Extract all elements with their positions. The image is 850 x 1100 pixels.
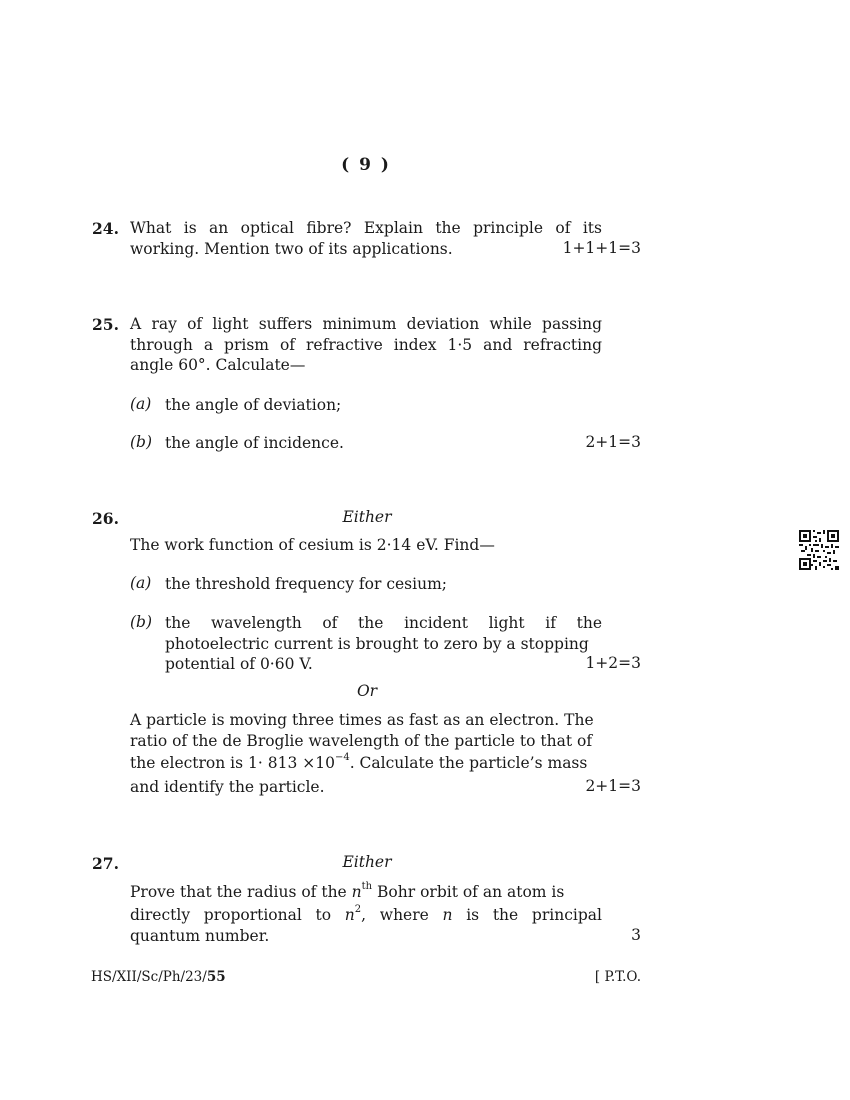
pto-label: [ P.T.O.: [594, 969, 641, 985]
question-25-a-text: the angle of deviation;: [165, 396, 342, 414]
question-26-b-line-3: potential of 0·60 V.: [165, 655, 313, 673]
question-26-b-line-2: photoelectric current is brought to zero by a stopping: [165, 635, 589, 653]
question-26-a-label: (a): [130, 574, 152, 592]
question-26-either-marks: 1+2=3: [585, 654, 641, 672]
question-27-marks: 3: [631, 926, 641, 944]
question-25-line-1: A ray of light suffers minimum deviation while passing: [130, 315, 602, 333]
page-number: ( 9 ): [341, 155, 391, 175]
question-25-number: 25.: [92, 315, 119, 334]
qr-code-icon: [799, 530, 839, 570]
question-27-either: Either: [342, 853, 392, 871]
question-26-or-line-1: A particle is moving three times as fast as an electron. The: [130, 711, 594, 729]
question-25-marks: 2+1=3: [585, 433, 641, 451]
question-26-b-label: (b): [130, 613, 153, 631]
question-25-b-text: the angle of incidence.: [165, 434, 344, 452]
question-25-line-3: angle 60°. Calculate—: [130, 356, 306, 374]
question-26-or-line-4: and identify the particle.: [130, 778, 325, 796]
question-25-line-2: through a prism of refractive index 1·5 and refracting: [130, 336, 602, 354]
question-26-b-line-1: the wavelength of the incident light if the: [165, 614, 602, 632]
question-26-intro: The work function of cesium is 2·14 eV. Find—: [130, 536, 495, 554]
question-26-or-line-3: the electron is $1\cdot 813 \times 10^{-4}$. Calculate the particle’s mass: [130, 752, 588, 772]
question-26-either: Either: [342, 508, 392, 526]
question-25-b-label: (b): [130, 433, 153, 451]
question-24-line-2: working. Mention two of its applications.: [130, 240, 453, 258]
question-26-a-text: the threshold frequency for cesium;: [165, 575, 447, 593]
question-24-marks: 1+1+1=3: [562, 239, 641, 257]
question-24-number: 24.: [92, 219, 119, 238]
question-27-line-2: directly proportional to $n^2$, where n is the principal: [130, 904, 602, 924]
question-26-or-line-2: ratio of the de Broglie wavelength of the particle to that of: [130, 732, 593, 750]
question-27-line-3: quantum number.: [130, 927, 270, 945]
question-26-number: 26.: [92, 509, 119, 528]
question-26-or-marks: 2+1=3: [585, 777, 641, 795]
question-24-line-1: What is an optical fibre? Explain the principle of its: [130, 219, 602, 237]
question-25-a-label: (a): [130, 395, 152, 413]
question-27-number: 27.: [92, 854, 119, 873]
question-27-line-1: Prove that the radius of the $n^{th}$ Bohr orbit of an atom is: [130, 881, 565, 901]
question-26-or: Or: [356, 682, 378, 700]
paper-code: HS/XII/Sc/Ph/23/55: [91, 969, 226, 985]
